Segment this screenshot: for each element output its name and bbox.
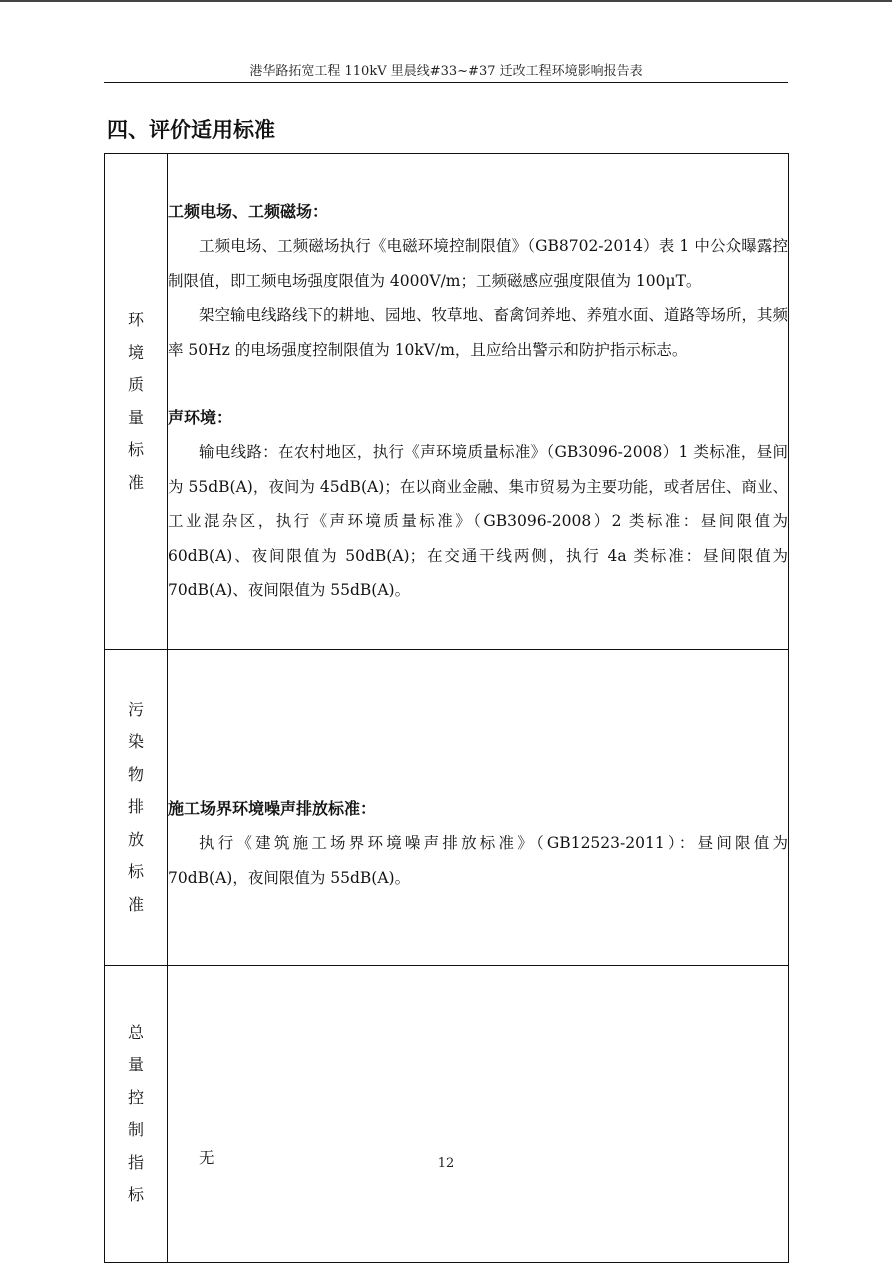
table-row-pollutant-discharge [105,650,789,966]
section-title: 四、评价适用标准 [107,118,275,142]
spacer [168,367,788,401]
page-number: 12 [437,1156,455,1171]
subheading-acoustic-environment: 声环境： [168,408,233,428]
paragraph-noise-standards: 输电线路：在农村地区，执行《声环境质量标准》（GB3096-2008）1 类标准，昼间为 55dB(A)，夜间为 45dB(A)；在以商业金融、集市贸易为主要功能，或者居住、商业、工业混杂区，执行《声环境质量标准》（GB3096-2008）2 类标准：昼间限值为 60dB(A)、夜间限值为 50dB(A)；在交通干线两侧，执行 4a 类标准：昼间限值为 70dB(A)、夜间限值为 55dB(A)。 [168,443,788,600]
row-content-cell [168,154,789,650]
row-label-cell [105,154,168,650]
row-label-environment-quality: 环境质量标准 [127,310,144,492]
top-border-line [0,0,892,2]
paragraph-overhead-line-limits: 架空输电线路线下的耕地、园地、牧草地、畜禽饲养地、养殖水面、道路等场所，其频率 50Hz 的电场强度控制限值为 10kV/m，且应给出警示和防护指示标志。 [168,306,789,359]
running-header: 港华路拓宽工程 110kV 里晨线#33~#37 迁改工程环境影响报告表 [249,64,643,79]
row-label-pollutant-discharge: 污染物排放标准 [127,699,144,914]
table-row-total-control [105,966,789,1263]
row-content-cell [168,650,789,966]
row-label-cell [105,650,168,966]
row-label-cell [105,966,168,1263]
paragraph-emf-limits: 工频电场、工频磁场执行《电磁环境控制限值》（GB8702-2014）表 1 中公众曝露控制限值，即工频电场强度限值为 4000V/m；工频磁感应强度限值为 100μT。 [168,237,788,290]
subheading-construction-noise: 施工场界环境噪声排放标准： [168,799,377,818]
table-row-environment-quality [105,154,789,650]
subheading-power-frequency: 工频电场、工频磁场： [168,202,329,222]
row-label-total-control: 总量控制指标 [127,1022,144,1204]
paragraph-none: 无 [199,1148,215,1167]
paragraph-construction-noise: 执行《建筑施工场界环境噪声排放标准》（GB12523-2011）：昼间限值为 70dB(A)，夜间限值为 55dB(A)。 [168,834,788,887]
header-divider [104,82,788,83]
standards-table [104,153,789,1263]
row-content-cell [168,966,789,1263]
